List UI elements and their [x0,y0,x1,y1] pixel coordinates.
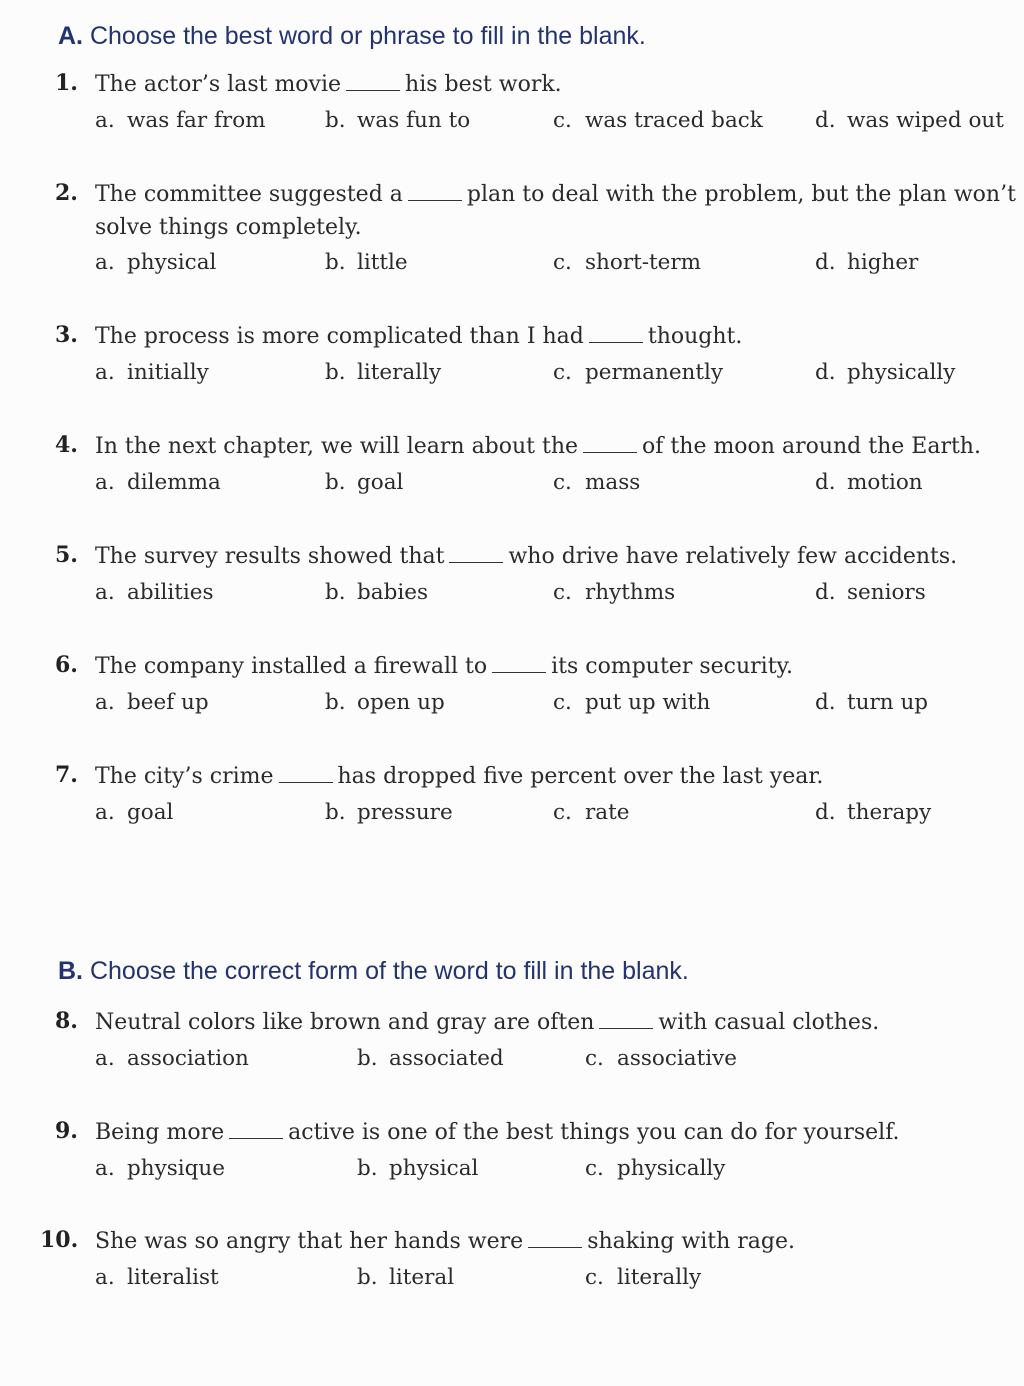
option-text: was wiped out [847,108,1004,133]
option-text: little [357,250,408,275]
option-letter: c. [585,1156,604,1181]
section-b-letter: B. [58,957,83,985]
answer-blank [599,1027,653,1029]
question-number: 10. [40,1227,79,1253]
option-letter: c. [553,250,572,275]
question-number: 1. [55,70,78,96]
option-letter: d. [815,250,836,275]
option-a[interactable] [95,250,216,275]
option-letter: a. [95,1156,115,1181]
stem-after-blank: its computer security. [551,654,794,679]
option-letter: d. [815,360,836,385]
option-text: rhythms [585,580,676,605]
option-letter: b. [325,690,346,715]
option-letter: b. [325,360,346,385]
option-c[interactable] [585,1265,701,1290]
option-letter: b. [325,580,346,605]
stem-after-blank: who drive have relatively few accidents. [508,544,958,569]
stem-after-blank: with casual clothes. [658,1010,880,1035]
option-text: beef up [127,690,209,715]
option-c[interactable] [585,1156,725,1181]
question-stem [95,1006,879,1039]
option-c[interactable] [553,108,763,133]
question-number: 6. [55,652,78,678]
answer-blank [229,1137,283,1139]
option-a[interactable] [95,1156,225,1181]
stem-before-blank: In the next chapter, we will learn about the [95,434,579,459]
answer-blank [346,89,400,91]
question-stem [95,1116,900,1149]
section-a-heading [58,22,646,51]
question-stem [95,650,793,683]
section-b-heading [58,957,689,986]
option-text: was traced back [585,108,763,133]
option-letter: a. [95,800,115,825]
answer-blank [492,671,546,673]
option-text: permanently [585,360,724,385]
option-text: motion [847,470,923,495]
stem-after-blank: plan to deal with the problem, but the plan won’t [466,182,1016,207]
stem-after-blank: thought. [647,324,743,349]
option-letter: d. [815,580,836,605]
option-text: dilemma [127,470,221,495]
option-text: physical [389,1156,479,1181]
option-letter: b. [357,1156,378,1181]
section-b-title: Choose the correct form of the word to fill in the blank. [89,957,689,985]
option-letter: b. [325,800,346,825]
option-text: physical [127,250,217,275]
option-letter: d. [815,690,836,715]
option-a[interactable] [95,690,209,715]
question-stem [95,540,957,573]
question-stem [95,320,742,353]
stem-before-blank: The committee suggested a [95,182,403,207]
option-c[interactable] [553,250,701,275]
option-letter: b. [357,1046,378,1071]
section-a-letter: A. [58,22,83,50]
option-letter: c. [585,1046,604,1071]
stem-before-blank: Being more [95,1120,225,1145]
option-text: physically [617,1156,726,1181]
stem-before-blank: She was so angry that her hands were [95,1229,524,1254]
option-d[interactable] [815,690,928,715]
option-text: associative [617,1046,737,1071]
option-text: associated [389,1046,504,1071]
option-d[interactable] [815,800,931,825]
option-c[interactable] [585,1046,737,1071]
stem-after-blank: of the moon around the Earth. [642,434,981,459]
stem-after-blank: his best work. [405,72,562,97]
question-number: 9. [55,1118,78,1144]
option-text: seniors [847,580,926,605]
option-text: goal [127,800,174,825]
option-b[interactable] [325,800,453,825]
option-text: short-term [585,250,702,275]
question-stem [95,178,1016,244]
option-d[interactable] [815,470,923,495]
option-letter: a. [95,360,115,385]
option-a[interactable] [95,470,221,495]
option-letter: a. [95,1046,115,1071]
option-b[interactable] [357,1156,478,1181]
question-number: 8. [55,1008,78,1034]
answer-blank [589,341,643,343]
stem-before-blank: The survey results showed that [95,544,445,569]
option-a[interactable] [95,108,266,133]
stem-before-blank: The actor’s last movie [95,72,342,97]
stem-after-blank: active is one of the best things you can do for yourself. [288,1120,900,1145]
option-letter: b. [357,1265,378,1290]
answer-blank [279,781,333,783]
question-number: 2. [55,180,78,206]
option-text: babies [357,580,428,605]
option-text: turn up [847,690,929,715]
option-text: put up with [585,690,711,715]
question-stem [95,1225,795,1258]
stem-before-blank: The city’s crime [95,764,274,789]
option-text: physique [127,1156,225,1181]
option-a[interactable] [95,580,213,605]
option-letter: d. [815,470,836,495]
option-text: literally [617,1265,702,1290]
option-a[interactable] [95,1046,249,1071]
option-c[interactable] [553,360,723,385]
option-c[interactable] [553,470,640,495]
option-letter: a. [95,470,115,495]
answer-blank [408,199,462,201]
option-text: rate [585,800,630,825]
option-letter: a. [95,250,115,275]
option-a[interactable] [95,360,209,385]
option-letter: b. [325,250,346,275]
option-text: higher [847,250,919,275]
option-d[interactable] [815,250,918,275]
question-number: 3. [55,322,78,348]
option-b[interactable] [325,690,445,715]
stem-second-line: solve things completely. [95,215,362,240]
answer-blank [449,561,503,563]
option-letter: b. [325,470,346,495]
option-letter: c. [553,690,572,715]
option-text: literalist [127,1265,219,1290]
stem-after-blank: shaking with rage. [587,1229,795,1254]
section-a-title: Choose the best word or phrase to fill in the blank. [89,22,646,50]
stem-before-blank: Neutral colors like brown and gray are often [95,1010,595,1035]
option-letter: d. [815,108,836,133]
option-letter: a. [95,690,115,715]
option-text: literal [389,1265,455,1290]
option-c[interactable] [553,580,675,605]
question-stem [95,430,981,463]
option-letter: c. [553,470,572,495]
option-letter: c. [553,360,572,385]
answer-blank [583,451,637,453]
stem-after-blank: has dropped five percent over the last year. [337,764,824,789]
question-stem [95,68,562,101]
stem-before-blank: The company installed a firewall to [95,654,488,679]
stem-before-blank: The process is more complicated than I had [95,324,584,349]
option-letter: b. [325,108,346,133]
option-letter: a. [95,580,115,605]
option-text: was far from [127,108,266,133]
option-b[interactable] [325,108,470,133]
option-d[interactable] [815,580,926,605]
option-text: physically [847,360,956,385]
question-number: 5. [55,542,78,568]
answer-blank [528,1246,582,1248]
option-b[interactable] [357,1046,504,1071]
option-text: goal [357,470,404,495]
option-letter: c. [585,1265,604,1290]
option-letter: c. [553,108,572,133]
option-a[interactable] [95,1265,219,1290]
option-d[interactable] [815,108,1004,133]
option-text: was fun to [357,108,471,133]
option-text: open up [357,690,445,715]
option-b[interactable] [325,360,441,385]
question-number: 7. [55,762,78,788]
option-b[interactable] [325,580,428,605]
option-letter: a. [95,108,115,133]
option-c[interactable] [553,800,629,825]
option-text: association [127,1046,249,1071]
option-letter: c. [553,800,572,825]
option-letter: a. [95,1265,115,1290]
option-text: pressure [357,800,453,825]
question-number: 4. [55,432,78,458]
option-text: initially [127,360,209,385]
option-b[interactable] [357,1265,454,1290]
option-b[interactable] [325,470,403,495]
option-text: therapy [847,800,932,825]
option-d[interactable] [815,360,955,385]
option-c[interactable] [553,690,710,715]
option-b[interactable] [325,250,408,275]
option-text: mass [585,470,641,495]
option-text: abilities [127,580,214,605]
option-letter: c. [553,580,572,605]
option-letter: d. [815,800,836,825]
question-stem [95,760,823,793]
option-a[interactable] [95,800,173,825]
option-text: literally [357,360,442,385]
